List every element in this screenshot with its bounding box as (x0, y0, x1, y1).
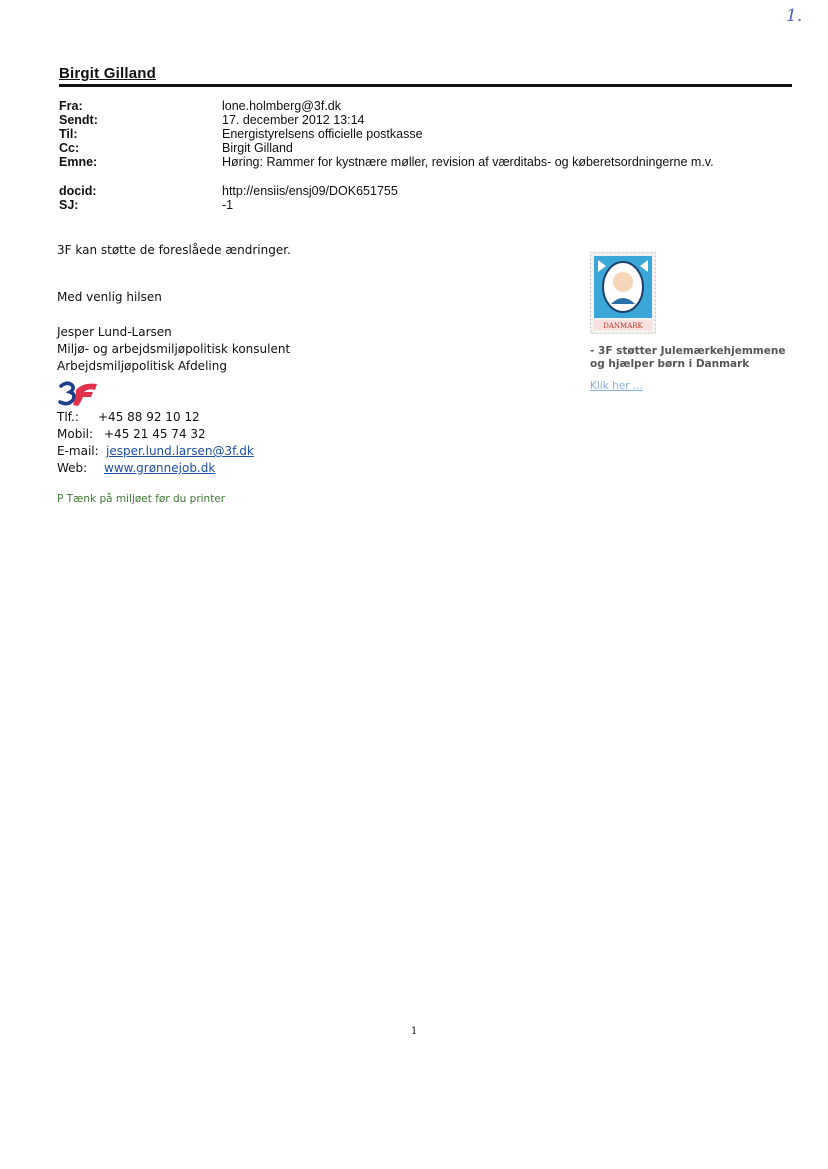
to-label: Til: (59, 127, 78, 141)
to-value: Energistyrelsens officielle postkasse (222, 127, 423, 141)
sent-label: Sendt: (59, 113, 98, 127)
web-link[interactable]: www.grønnejob.dk (104, 461, 216, 475)
campaign-line-1: - 3F støtter Julemærkehjemmene (590, 345, 786, 357)
sent-value: 17. december 2012 13:14 (222, 113, 365, 127)
email-label: E-mail: (57, 444, 99, 458)
from-label: Fra: (59, 99, 83, 113)
subject-value: Høring: Rammer for kystnære møller, revision af værditabs- og køberetsordningerne m.v. (222, 155, 714, 169)
sj-label: SJ: (59, 198, 79, 212)
header-divider (59, 84, 792, 87)
signature-title: Miljø- og arbejdsmiljøpolitisk konsulent (57, 342, 291, 356)
phone-label: Tlf.: (57, 410, 79, 424)
docid-value: http://ensiis/ensj09/DOK651755 (222, 184, 398, 198)
message-text: 3F kan støtte de foreslåede ændringer. (57, 243, 291, 257)
subject-label: Emne: (59, 155, 98, 169)
print-note: P Tænk på miljøet før du printer (57, 493, 226, 505)
sj-value: -1 (222, 198, 234, 212)
phone-value: +45 88 92 10 12 (98, 410, 200, 424)
stamp-caption: DANMARK (603, 322, 643, 330)
campaign-line-2: og hjælper børn i Danmark (590, 358, 750, 370)
mobile-value: +45 21 45 74 32 (104, 427, 206, 441)
3f-logo-icon (57, 380, 101, 408)
sender-name: Birgit Gilland (59, 65, 156, 82)
page-number: 1 (411, 1026, 418, 1037)
from-value: lone.holmberg@3f.dk (222, 99, 342, 113)
signature-name: Jesper Lund-Larsen (57, 325, 172, 339)
cc-label: Cc: (59, 141, 80, 155)
web-label: Web: (57, 461, 88, 475)
campaign-link[interactable]: Klik her ... (590, 380, 643, 392)
docid-label: docid: (59, 184, 97, 198)
signature-department: Arbejdsmiljøpolitisk Afdeling (57, 359, 227, 373)
christmas-seal-stamp (590, 252, 656, 334)
page-mark: 1. (786, 6, 803, 26)
mobile-label: Mobil: (57, 427, 94, 441)
email-link[interactable]: jesper.lund.larsen@3f.dk (106, 444, 254, 458)
greeting-text: Med venlig hilsen (57, 290, 162, 304)
cc-value: Birgit Gilland (222, 141, 293, 155)
